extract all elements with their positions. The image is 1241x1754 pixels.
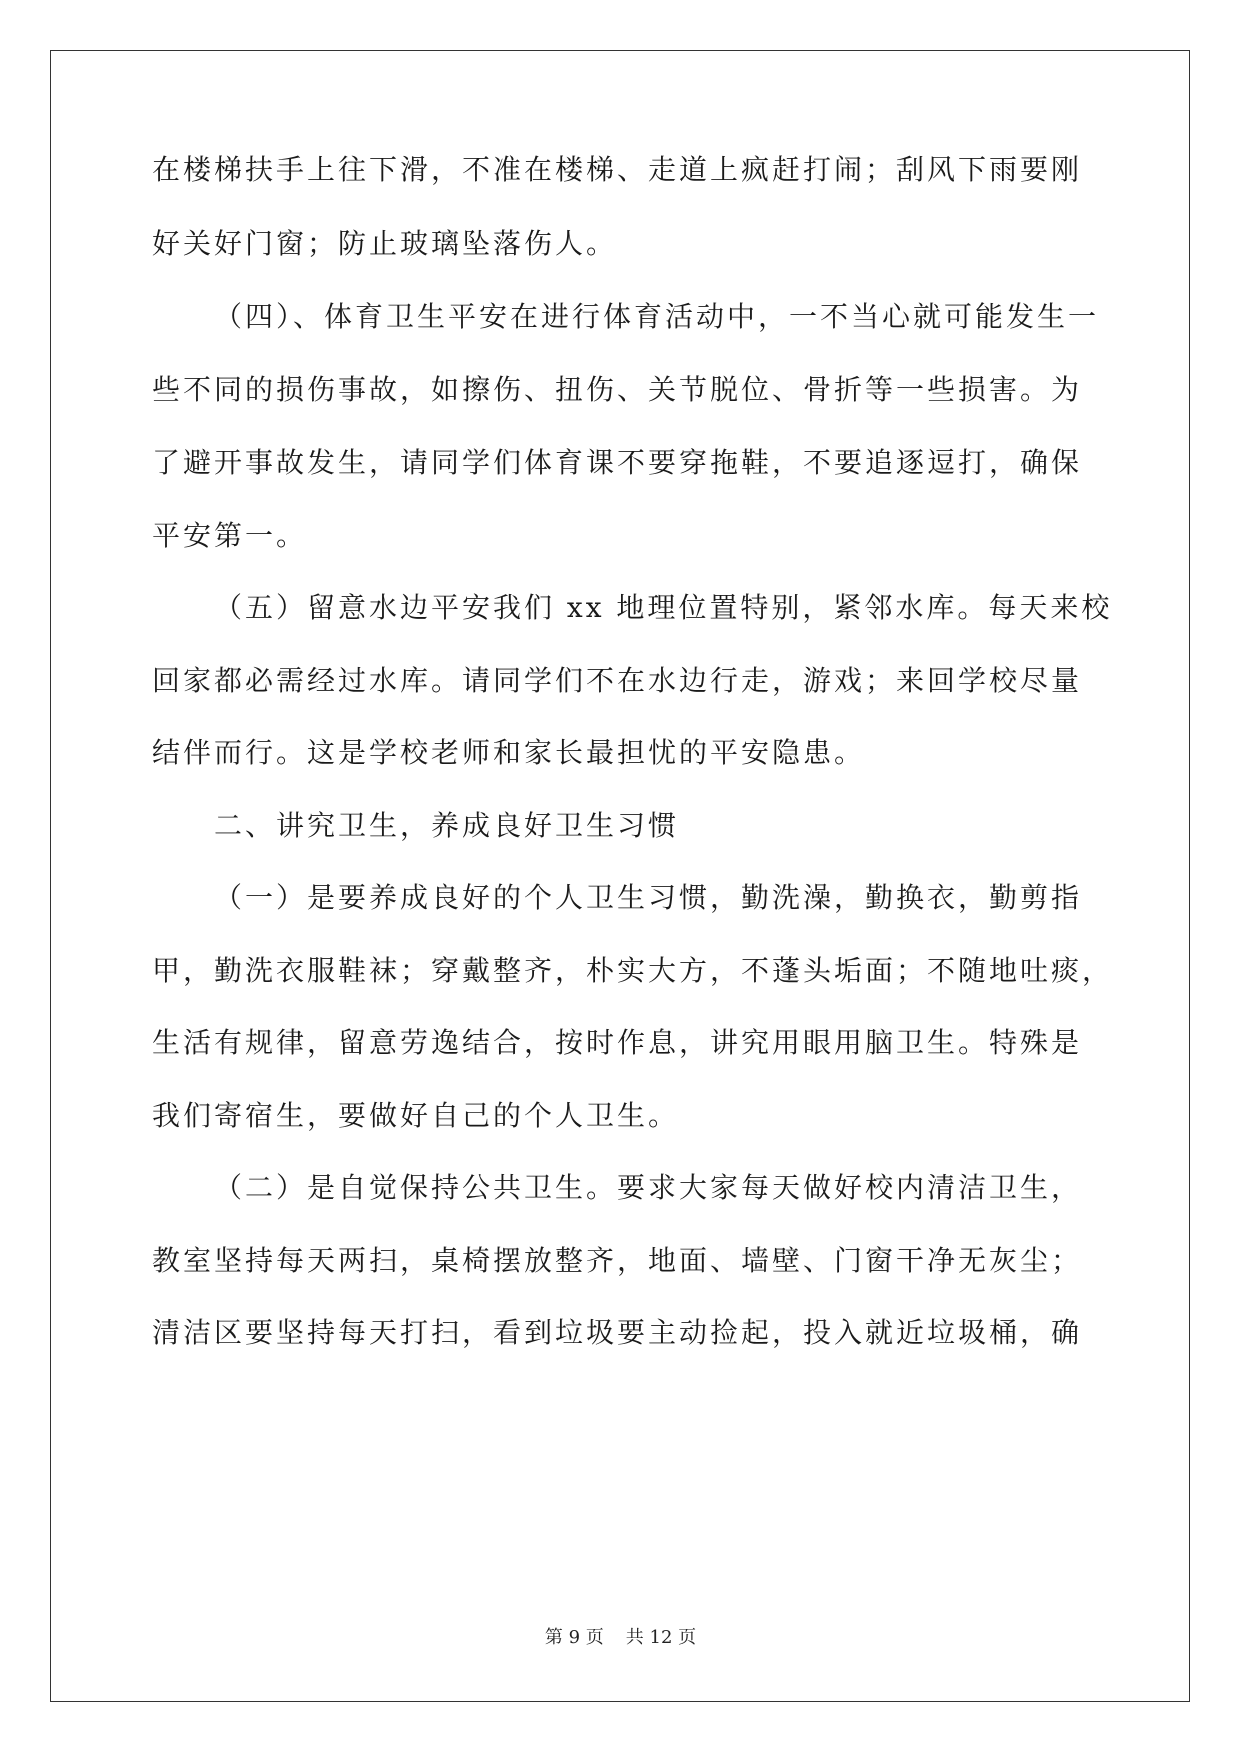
paragraph-start-line: （一）是要养成良好的个人卫生习惯，勤洗澡，勤换衣，勤剪指 [214,881,1083,914]
text-line: 好关好门窗；防止玻璃坠落伤人。 [152,227,618,260]
text-line: 教室坚持每天两扫，桌椅摆放整齐，地面、墙壁、门窗干净无灰尘； [152,1244,1083,1277]
paragraph-start-line: （四）、体育卫生平安在进行体育活动中，一不当心就可能发生一 [214,300,1100,333]
text-line: 我们寄宿生，要做好自己的个人卫生。 [152,1099,680,1132]
text-line: 些不同的损伤事故，如擦伤、扭伤、关节脱位、骨折等一些损害。为 [152,373,1083,406]
paragraph-start-line: （二）是自觉保持公共卫生。要求大家每天做好校内清洁卫生， [214,1171,1083,1204]
text-line: 了避开事故发生，请同学们体育课不要穿拖鞋，不要追逐逗打，确保 [152,446,1083,479]
text-line: 回家都必需经过水库。请同学们不在水边行走，游戏；来回学校尽量 [152,664,1083,697]
page-number: 第 9 页 [544,1627,604,1648]
text-line: 平安第一。 [152,519,308,552]
section-heading: 二、讲究卫生，养成良好卫生习惯 [214,809,680,842]
text-line: 结伴而行。这是学校老师和家长最担忧的平安隐患。 [152,736,866,769]
page-total: 共 12 页 [625,1627,697,1648]
page-footer [0,1626,1241,1650]
text-line: 清洁区要坚持每天打扫，看到垃圾要主动捡起，投入就近垃圾桶，确 [152,1316,1083,1349]
text-line: 甲，勤洗衣服鞋袜；穿戴整齐，朴实大方，不蓬头垢面；不随地吐痰， [152,954,1114,987]
text-line: 生活有规律，留意劳逸结合，按时作息，讲究用眼用脑卫生。特殊是 [152,1026,1083,1059]
paragraph-start-line: （五）留意水边平安我们 xx 地理位置特别，紧邻水库。每天来校 [214,591,1113,624]
text-line: 在楼梯扶手上往下滑，不准在楼梯、走道上疯赶打闹；刮风下雨要刚 [152,153,1083,186]
